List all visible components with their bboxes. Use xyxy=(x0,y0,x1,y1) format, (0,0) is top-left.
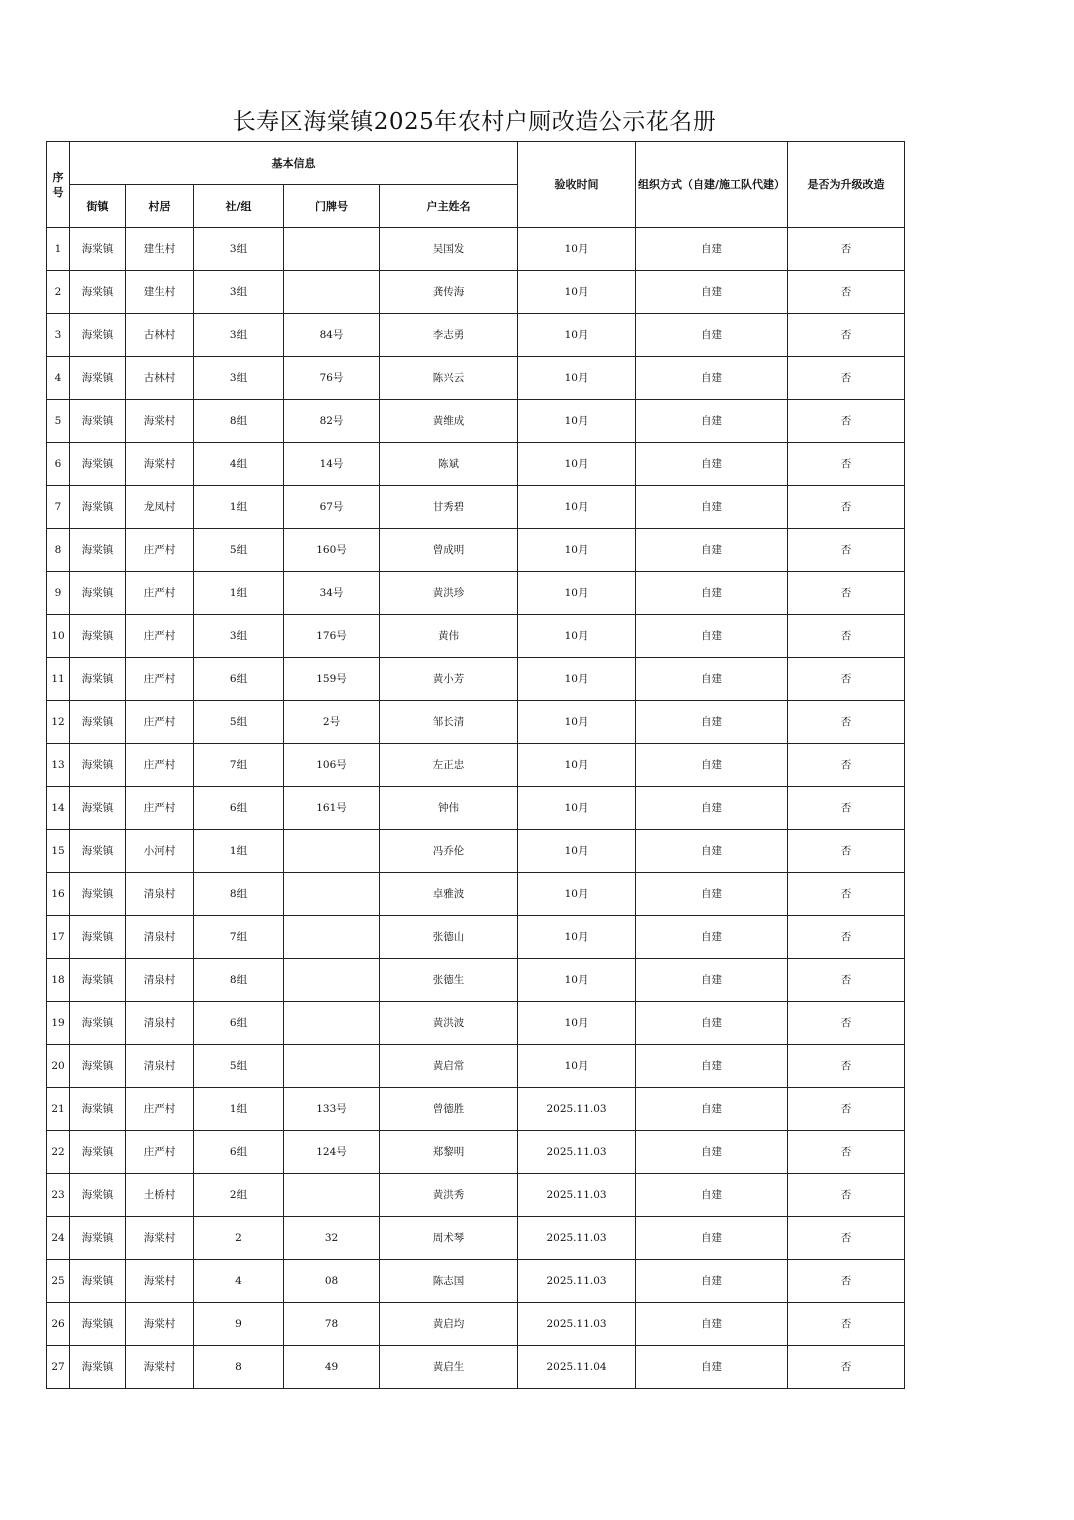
cell-organization: 自建 xyxy=(636,830,788,873)
cell-village: 庄严村 xyxy=(126,658,194,701)
cell-organization: 自建 xyxy=(636,744,788,787)
cell-seq: 15 xyxy=(47,830,70,873)
table-row xyxy=(47,1346,905,1389)
table-row xyxy=(47,486,905,529)
table-row xyxy=(47,1174,905,1217)
cell-seq: 27 xyxy=(47,1346,70,1389)
cell-group: 1组 xyxy=(194,486,284,529)
cell-organization: 自建 xyxy=(636,1217,788,1260)
cell-door-no: 160号 xyxy=(284,529,380,572)
cell-group: 9 xyxy=(194,1303,284,1346)
cell-inspection-time: 10月 xyxy=(518,959,636,1002)
cell-upgrade: 否 xyxy=(788,1260,905,1303)
cell-door-no xyxy=(284,873,380,916)
roster-table xyxy=(46,141,905,1389)
cell-seq: 4 xyxy=(47,357,70,400)
cell-village: 清泉村 xyxy=(126,873,194,916)
cell-organization: 自建 xyxy=(636,228,788,271)
cell-group: 8 xyxy=(194,1346,284,1389)
cell-group: 2组 xyxy=(194,1174,284,1217)
table-row xyxy=(47,916,905,959)
cell-organization: 自建 xyxy=(636,1303,788,1346)
cell-seq: 10 xyxy=(47,615,70,658)
cell-group: 8组 xyxy=(194,873,284,916)
cell-group: 6组 xyxy=(194,1131,284,1174)
cell-inspection-time: 2025.11.04 xyxy=(518,1346,636,1389)
table-row xyxy=(47,357,905,400)
cell-organization: 自建 xyxy=(636,357,788,400)
cell-seq: 6 xyxy=(47,443,70,486)
cell-door-no: 124号 xyxy=(284,1131,380,1174)
cell-owner: 吴国发 xyxy=(380,228,518,271)
header-row-top xyxy=(47,142,905,185)
cell-organization: 自建 xyxy=(636,271,788,314)
cell-town: 海棠镇 xyxy=(70,529,126,572)
cell-owner: 周术琴 xyxy=(380,1217,518,1260)
cell-owner: 张德山 xyxy=(380,916,518,959)
table-row xyxy=(47,400,905,443)
cell-owner: 黄伟 xyxy=(380,615,518,658)
cell-upgrade: 否 xyxy=(788,1174,905,1217)
cell-organization: 自建 xyxy=(636,1002,788,1045)
cell-town: 海棠镇 xyxy=(70,1045,126,1088)
cell-seq: 12 xyxy=(47,701,70,744)
cell-town: 海棠镇 xyxy=(70,1131,126,1174)
cell-door-no: 67号 xyxy=(284,486,380,529)
cell-upgrade: 否 xyxy=(788,787,905,830)
cell-village: 古林村 xyxy=(126,314,194,357)
cell-door-no xyxy=(284,228,380,271)
cell-village: 海棠村 xyxy=(126,1260,194,1303)
cell-group: 3组 xyxy=(194,615,284,658)
cell-organization: 自建 xyxy=(636,572,788,615)
cell-town: 海棠镇 xyxy=(70,400,126,443)
cell-village: 海棠村 xyxy=(126,443,194,486)
cell-inspection-time: 10月 xyxy=(518,1045,636,1088)
cell-upgrade: 否 xyxy=(788,443,905,486)
cell-group: 7组 xyxy=(194,916,284,959)
cell-seq: 26 xyxy=(47,1303,70,1346)
cell-door-no: 106号 xyxy=(284,744,380,787)
cell-door-no: 159号 xyxy=(284,658,380,701)
cell-door-no xyxy=(284,830,380,873)
cell-village: 清泉村 xyxy=(126,1002,194,1045)
cell-village: 清泉村 xyxy=(126,916,194,959)
table-row xyxy=(47,787,905,830)
cell-owner: 黄启均 xyxy=(380,1303,518,1346)
cell-town: 海棠镇 xyxy=(70,615,126,658)
cell-village: 庄严村 xyxy=(126,615,194,658)
table-row xyxy=(47,658,905,701)
cell-inspection-time: 10月 xyxy=(518,271,636,314)
cell-group: 8组 xyxy=(194,400,284,443)
cell-town: 海棠镇 xyxy=(70,701,126,744)
cell-town: 海棠镇 xyxy=(70,830,126,873)
cell-town: 海棠镇 xyxy=(70,916,126,959)
cell-upgrade: 否 xyxy=(788,572,905,615)
cell-inspection-time: 10月 xyxy=(518,615,636,658)
cell-group: 6组 xyxy=(194,658,284,701)
cell-town: 海棠镇 xyxy=(70,443,126,486)
cell-seq: 9 xyxy=(47,572,70,615)
cell-upgrade: 否 xyxy=(788,701,905,744)
cell-group: 7组 xyxy=(194,744,284,787)
cell-upgrade: 否 xyxy=(788,1303,905,1346)
table-row xyxy=(47,1045,905,1088)
header-seq: 序号 xyxy=(47,142,70,228)
cell-group: 3组 xyxy=(194,228,284,271)
cell-inspection-time: 2025.11.03 xyxy=(518,1217,636,1260)
cell-organization: 自建 xyxy=(636,443,788,486)
cell-village: 庄严村 xyxy=(126,529,194,572)
cell-door-no: 82号 xyxy=(284,400,380,443)
cell-village: 建生村 xyxy=(126,228,194,271)
cell-upgrade: 否 xyxy=(788,357,905,400)
cell-upgrade: 否 xyxy=(788,658,905,701)
cell-upgrade: 否 xyxy=(788,1217,905,1260)
cell-organization: 自建 xyxy=(636,529,788,572)
table-row xyxy=(47,830,905,873)
cell-upgrade: 否 xyxy=(788,1045,905,1088)
cell-inspection-time: 10月 xyxy=(518,830,636,873)
cell-upgrade: 否 xyxy=(788,228,905,271)
cell-owner: 陈兴云 xyxy=(380,357,518,400)
cell-inspection-time: 10月 xyxy=(518,572,636,615)
cell-inspection-time: 10月 xyxy=(518,916,636,959)
cell-seq: 1 xyxy=(47,228,70,271)
cell-organization: 自建 xyxy=(636,701,788,744)
header-village: 村居 xyxy=(126,185,194,228)
cell-door-no xyxy=(284,1002,380,1045)
cell-group: 6组 xyxy=(194,1002,284,1045)
cell-owner: 郑黎明 xyxy=(380,1131,518,1174)
cell-owner: 黄启生 xyxy=(380,1346,518,1389)
cell-inspection-time: 2025.11.03 xyxy=(518,1174,636,1217)
cell-owner: 陈志国 xyxy=(380,1260,518,1303)
cell-group: 3组 xyxy=(194,357,284,400)
cell-seq: 3 xyxy=(47,314,70,357)
cell-town: 海棠镇 xyxy=(70,228,126,271)
cell-inspection-time: 2025.11.03 xyxy=(518,1088,636,1131)
cell-organization: 自建 xyxy=(636,1346,788,1389)
cell-owner: 黄维成 xyxy=(380,400,518,443)
cell-town: 海棠镇 xyxy=(70,357,126,400)
roster-body xyxy=(47,228,905,1389)
cell-seq: 11 xyxy=(47,658,70,701)
cell-upgrade: 否 xyxy=(788,486,905,529)
cell-town: 海棠镇 xyxy=(70,959,126,1002)
table-row xyxy=(47,1260,905,1303)
cell-group: 1组 xyxy=(194,572,284,615)
cell-upgrade: 否 xyxy=(788,744,905,787)
cell-village: 海棠村 xyxy=(126,400,194,443)
cell-door-no: 76号 xyxy=(284,357,380,400)
cell-owner: 黄洪珍 xyxy=(380,572,518,615)
cell-owner: 甘秀碧 xyxy=(380,486,518,529)
cell-village: 古林村 xyxy=(126,357,194,400)
cell-door-no: 49 xyxy=(284,1346,380,1389)
cell-upgrade: 否 xyxy=(788,1346,905,1389)
cell-group: 1组 xyxy=(194,830,284,873)
cell-door-no xyxy=(284,1045,380,1088)
cell-door-no xyxy=(284,916,380,959)
cell-seq: 18 xyxy=(47,959,70,1002)
cell-group: 5组 xyxy=(194,701,284,744)
cell-seq: 19 xyxy=(47,1002,70,1045)
cell-town: 海棠镇 xyxy=(70,873,126,916)
cell-organization: 自建 xyxy=(636,916,788,959)
cell-door-no: 84号 xyxy=(284,314,380,357)
cell-organization: 自建 xyxy=(636,959,788,1002)
cell-organization: 自建 xyxy=(636,1174,788,1217)
cell-town: 海棠镇 xyxy=(70,1088,126,1131)
cell-upgrade: 否 xyxy=(788,529,905,572)
cell-inspection-time: 10月 xyxy=(518,787,636,830)
cell-town: 海棠镇 xyxy=(70,486,126,529)
cell-door-no xyxy=(284,1174,380,1217)
table-row xyxy=(47,271,905,314)
cell-inspection-time: 10月 xyxy=(518,314,636,357)
cell-seq: 20 xyxy=(47,1045,70,1088)
cell-door-no: 2号 xyxy=(284,701,380,744)
header-town: 街镇 xyxy=(70,185,126,228)
cell-inspection-time: 10月 xyxy=(518,529,636,572)
cell-village: 庄严村 xyxy=(126,744,194,787)
cell-organization: 自建 xyxy=(636,400,788,443)
cell-seq: 5 xyxy=(47,400,70,443)
cell-village: 清泉村 xyxy=(126,959,194,1002)
cell-door-no xyxy=(284,959,380,1002)
cell-owner: 左正忠 xyxy=(380,744,518,787)
cell-door-no: 08 xyxy=(284,1260,380,1303)
table-row xyxy=(47,959,905,1002)
cell-town: 海棠镇 xyxy=(70,572,126,615)
cell-seq: 7 xyxy=(47,486,70,529)
header-organization: 组织方式（自建/施工队代建） xyxy=(636,142,788,228)
cell-town: 海棠镇 xyxy=(70,744,126,787)
header-owner: 户主姓名 xyxy=(380,185,518,228)
cell-group: 5组 xyxy=(194,529,284,572)
cell-seq: 2 xyxy=(47,271,70,314)
cell-upgrade: 否 xyxy=(788,916,905,959)
cell-inspection-time: 10月 xyxy=(518,486,636,529)
header-inspection-time: 验收时间 xyxy=(518,142,636,228)
cell-seq: 22 xyxy=(47,1131,70,1174)
cell-door-no: 133号 xyxy=(284,1088,380,1131)
cell-upgrade: 否 xyxy=(788,1131,905,1174)
cell-village: 建生村 xyxy=(126,271,194,314)
cell-owner: 黄洪波 xyxy=(380,1002,518,1045)
cell-owner: 曾德胜 xyxy=(380,1088,518,1131)
cell-upgrade: 否 xyxy=(788,615,905,658)
cell-owner: 张德生 xyxy=(380,959,518,1002)
cell-upgrade: 否 xyxy=(788,830,905,873)
cell-seq: 13 xyxy=(47,744,70,787)
cell-village: 海棠村 xyxy=(126,1217,194,1260)
cell-inspection-time: 2025.11.03 xyxy=(518,1303,636,1346)
table-row xyxy=(47,615,905,658)
table-row xyxy=(47,443,905,486)
document-title: 长寿区海棠镇2025年农村户厕改造公示花名册 xyxy=(232,109,717,135)
cell-seq: 24 xyxy=(47,1217,70,1260)
cell-owner: 曾成明 xyxy=(380,529,518,572)
cell-town: 海棠镇 xyxy=(70,1002,126,1045)
cell-organization: 自建 xyxy=(636,873,788,916)
cell-seq: 8 xyxy=(47,529,70,572)
cell-group: 3组 xyxy=(194,271,284,314)
cell-town: 海棠镇 xyxy=(70,1174,126,1217)
cell-village: 庄严村 xyxy=(126,701,194,744)
cell-organization: 自建 xyxy=(636,787,788,830)
table-row xyxy=(47,1131,905,1174)
cell-seq: 25 xyxy=(47,1260,70,1303)
cell-organization: 自建 xyxy=(636,314,788,357)
cell-town: 海棠镇 xyxy=(70,658,126,701)
cell-group: 3组 xyxy=(194,314,284,357)
table-row xyxy=(47,1088,905,1131)
cell-organization: 自建 xyxy=(636,658,788,701)
cell-organization: 自建 xyxy=(636,1088,788,1131)
cell-town: 海棠镇 xyxy=(70,1260,126,1303)
cell-village: 庄严村 xyxy=(126,572,194,615)
cell-group: 6组 xyxy=(194,787,284,830)
cell-owner: 冯乔伦 xyxy=(380,830,518,873)
cell-village: 庄严村 xyxy=(126,787,194,830)
table-row xyxy=(47,1217,905,1260)
cell-inspection-time: 10月 xyxy=(518,658,636,701)
cell-owner: 龚传海 xyxy=(380,271,518,314)
table-row xyxy=(47,1002,905,1045)
cell-inspection-time: 10月 xyxy=(518,228,636,271)
cell-upgrade: 否 xyxy=(788,1088,905,1131)
table-row xyxy=(47,529,905,572)
cell-upgrade: 否 xyxy=(788,959,905,1002)
cell-inspection-time: 2025.11.03 xyxy=(518,1260,636,1303)
cell-village: 小河村 xyxy=(126,830,194,873)
cell-organization: 自建 xyxy=(636,486,788,529)
cell-village: 庄严村 xyxy=(126,1131,194,1174)
cell-town: 海棠镇 xyxy=(70,1303,126,1346)
cell-town: 海棠镇 xyxy=(70,271,126,314)
cell-village: 土桥村 xyxy=(126,1174,194,1217)
cell-owner: 钟伟 xyxy=(380,787,518,830)
cell-village: 龙凤村 xyxy=(126,486,194,529)
cell-inspection-time: 2025.11.03 xyxy=(518,1131,636,1174)
cell-organization: 自建 xyxy=(636,615,788,658)
cell-inspection-time: 10月 xyxy=(518,701,636,744)
table-row xyxy=(47,1303,905,1346)
cell-door-no: 176号 xyxy=(284,615,380,658)
cell-upgrade: 否 xyxy=(788,314,905,357)
cell-seq: 17 xyxy=(47,916,70,959)
cell-inspection-time: 10月 xyxy=(518,744,636,787)
cell-inspection-time: 10月 xyxy=(518,443,636,486)
cell-village: 海棠村 xyxy=(126,1346,194,1389)
table-row xyxy=(47,314,905,357)
cell-village: 清泉村 xyxy=(126,1045,194,1088)
table-row xyxy=(47,701,905,744)
cell-village: 海棠村 xyxy=(126,1303,194,1346)
cell-upgrade: 否 xyxy=(788,1002,905,1045)
table-row xyxy=(47,572,905,615)
cell-inspection-time: 10月 xyxy=(518,357,636,400)
cell-village: 庄严村 xyxy=(126,1088,194,1131)
header-basic-info: 基本信息 xyxy=(70,142,518,185)
cell-inspection-time: 10月 xyxy=(518,400,636,443)
cell-seq: 23 xyxy=(47,1174,70,1217)
header-upgrade: 是否为升级改造 xyxy=(788,142,905,228)
cell-seq: 14 xyxy=(47,787,70,830)
cell-owner: 卓雅波 xyxy=(380,873,518,916)
cell-organization: 自建 xyxy=(636,1260,788,1303)
table-row xyxy=(47,744,905,787)
cell-group: 2 xyxy=(194,1217,284,1260)
cell-inspection-time: 10月 xyxy=(518,873,636,916)
cell-town: 海棠镇 xyxy=(70,1346,126,1389)
cell-upgrade: 否 xyxy=(788,873,905,916)
cell-owner: 邹长清 xyxy=(380,701,518,744)
cell-town: 海棠镇 xyxy=(70,1217,126,1260)
cell-door-no: 161号 xyxy=(284,787,380,830)
cell-inspection-time: 10月 xyxy=(518,1002,636,1045)
cell-group: 8组 xyxy=(194,959,284,1002)
cell-owner: 李志勇 xyxy=(380,314,518,357)
cell-upgrade: 否 xyxy=(788,400,905,443)
cell-town: 海棠镇 xyxy=(70,314,126,357)
cell-door-no: 14号 xyxy=(284,443,380,486)
header-group: 社/组 xyxy=(194,185,284,228)
cell-owner: 黄小芳 xyxy=(380,658,518,701)
cell-organization: 自建 xyxy=(636,1131,788,1174)
table-row xyxy=(47,873,905,916)
cell-seq: 21 xyxy=(47,1088,70,1131)
cell-door-no: 32 xyxy=(284,1217,380,1260)
cell-seq: 16 xyxy=(47,873,70,916)
table-row xyxy=(47,228,905,271)
cell-owner: 黄洪秀 xyxy=(380,1174,518,1217)
cell-door-no xyxy=(284,271,380,314)
cell-group: 4组 xyxy=(194,443,284,486)
cell-group: 5组 xyxy=(194,1045,284,1088)
cell-upgrade: 否 xyxy=(788,271,905,314)
cell-door-no: 34号 xyxy=(284,572,380,615)
cell-owner: 陈斌 xyxy=(380,443,518,486)
cell-organization: 自建 xyxy=(636,1045,788,1088)
cell-door-no: 78 xyxy=(284,1303,380,1346)
cell-group: 4 xyxy=(194,1260,284,1303)
header-door-no: 门牌号 xyxy=(284,185,380,228)
cell-group: 1组 xyxy=(194,1088,284,1131)
cell-town: 海棠镇 xyxy=(70,787,126,830)
cell-owner: 黄启常 xyxy=(380,1045,518,1088)
